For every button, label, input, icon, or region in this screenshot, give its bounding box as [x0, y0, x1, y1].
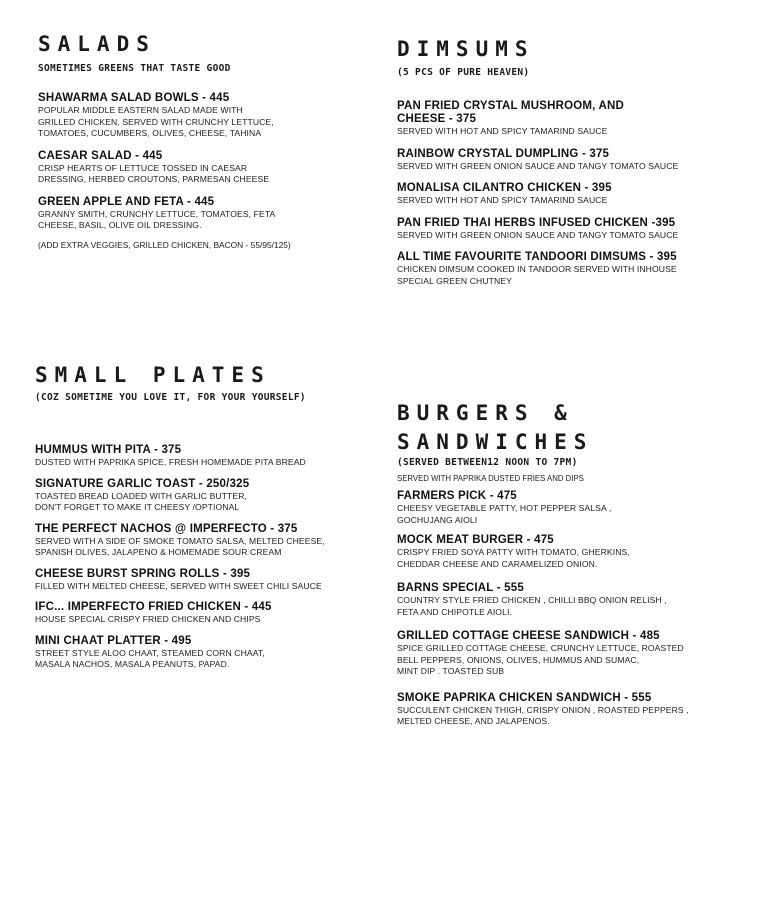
menu-item-name: SIGNATURE GARLIC TOAST - 250/325	[35, 477, 250, 490]
menu-item-name: MINI CHAAT PLATTER - 495	[35, 634, 192, 647]
menu-item	[35, 523, 380, 559]
burgers-title-line1: BURGERS &	[397, 401, 574, 425]
menu-item-name: SHAWARMA SALAD BOWLS - 445	[38, 92, 230, 104]
menu-item-description: DUSTED WITH PAPRIKA SPICE, FRESH HOMEMADE PITA BREAD	[35, 457, 306, 467]
dimsums-title: DIMSUMS	[397, 37, 535, 61]
salads-subtitle: SOMETIMES GREENS THAT TASTE GOOD	[38, 63, 231, 74]
menu-item	[397, 630, 757, 678]
menu-item	[397, 217, 752, 242]
menu-item-name: THE PERFECT NACHOS @ IMPERFECTO - 375	[35, 522, 298, 535]
menu-item	[35, 601, 380, 626]
burgers-section	[397, 400, 757, 728]
menu-item-description: CHICKEN DIMSUM COOKED IN TANDOOR SERVED WITH INHOUSE SPECIAL GREEN CHUTNEY	[397, 264, 677, 286]
menu-item-name: IFC... IMPERFECTO FRIED CHICKEN - 445	[35, 601, 272, 613]
menu-item-name: FARMERS PICK - 475	[397, 490, 517, 502]
menu-item	[397, 100, 752, 138]
menu-item-description: CHEESY VEGETABLE PATTY, HOT PEPPER SALSA , GOCHUJANG AIOLI	[397, 503, 612, 525]
menu-item	[35, 635, 380, 671]
small-plates-title: SMALL PLATES	[35, 363, 271, 387]
menu-item-name: PAN FRIED CRYSTAL MUSHROOM, AND CHEESE - 375	[397, 100, 625, 125]
menu-item	[397, 692, 757, 728]
salads-section	[38, 31, 368, 251]
menu-item	[35, 478, 380, 514]
menu-item-description: HOUSE SPECIAL CRISPY FRIED CHICKEN AND CHIPS	[35, 614, 261, 624]
menu-item	[397, 251, 752, 287]
menu-item	[35, 444, 380, 469]
menu-item	[38, 150, 368, 186]
menu-item-name: RAINBOW CRYSTAL DUMPLING - 375	[397, 147, 610, 160]
menu-item-description: SERVED WITH A SIDE OF SMOKE TOMATO SALSA, MELTED CHEESE, SPANISH OLIVES, JALAPENO & HOMEMADE SOUR CREAM	[35, 535, 325, 557]
menu-item-description: SERVED WITH GREEN ONION SAUCE AND TANGY TOMATO SAUCE	[397, 229, 679, 240]
menu-item	[397, 148, 752, 173]
menu-item-description: SERVED WITH GREEN ONION SAUCE AND TANGY TOMATO SAUCE	[397, 160, 679, 171]
menu-item-description: SERVED WITH HOT AND SPICY TAMARIND SAUCE	[397, 126, 608, 136]
menu-item-name: GREEN APPLE AND FETA - 445	[38, 195, 215, 208]
menu-item-description: STREET STYLE ALOO CHAAT, STEAMED CORN CHAAT, MASALA NACHOS, MASALA PEANUTS, PAPAD.	[35, 647, 265, 669]
menu-item	[397, 182, 752, 207]
menu-item-description: FILLED WITH MELTED CHEESE, SERVED WITH SWEET CHILI SAUCE	[35, 580, 322, 591]
menu-item	[397, 582, 757, 618]
menu-item-description: SPICE GRILLED COTTAGE CHEESE, CRUNCHY LETTUCE, ROASTED BELL PEPPERS, ONIONS, OLIVES, HUMMUS AND SUMAC, MINT DIP . TOASTED SUB	[397, 643, 684, 676]
burgers-subtitle: (SERVED BETWEEN12 NOON TO 7PM)	[397, 457, 578, 468]
menu-item-name: MONALISA CILANTRO CHICKEN - 395	[397, 182, 612, 194]
menu-item	[397, 534, 757, 570]
small-plates-subtitle: (COZ SOMETIME YOU LOVE IT, FOR YOUR YOURSELF)	[35, 392, 306, 403]
dimsums-section	[397, 36, 752, 287]
small-plates-section	[35, 362, 380, 671]
menu-item-name: SMOKE PAPRIKA CHICKEN SANDWICH - 555	[397, 691, 652, 704]
menu-item-name: CAESAR SALAD - 445	[38, 149, 163, 162]
menu-item-name: CHEESE BURST SPRING ROLLS - 395	[35, 567, 251, 580]
menu-item-description: CRISP HEARTS OF LETTUCE TOSSED IN CAESAR DRESSING, HERBED CROUTONS, PARMESAN CHEESE	[38, 162, 270, 184]
menu-item-description: COUNTRY STYLE FRIED CHICKEN , CHILLI BBQ ONION RELISH , FETA AND CHIPOTLE AIOLI.	[397, 595, 667, 617]
menu-item	[38, 196, 368, 232]
menu-item-description: CRISPY FRIED SOYA PATTY WITH TOMATO, GHERKINS, CHEDDAR CHEESE AND CARAMELIZED ONION.	[397, 547, 630, 569]
burgers-note: SERVED WITH PAPRIKA DUSTED FRIES AND DIPS	[397, 474, 584, 483]
menu-item-description: GRANNY SMITH, CRUNCHY LETTUCE, TOMATOES, FETA CHEESE, BASIL, OLIVE OIL DRESSING.	[38, 208, 276, 230]
menu-item-description: SERVED WITH HOT AND SPICY TAMARIND SAUCE	[397, 195, 608, 205]
menu-item-description: TOASTED BREAD LOADED WITH GARLIC BUTTER, DON'T FORGET TO MAKE IT CHEESY /OPTIONAL	[35, 490, 248, 512]
salads-addon-note: (ADD EXTRA VEGGIES, GRILLED CHICKEN, BACON - 55/95/125)	[38, 239, 291, 250]
menu-item	[35, 568, 380, 593]
salads-title: SALADS	[38, 32, 156, 56]
menu-item-name: MOCK MEAT BURGER - 475	[397, 534, 554, 546]
menu-item	[38, 92, 368, 140]
burgers-title-line2: SANDWICHES	[397, 430, 594, 454]
menu-item-name: PAN FRIED THAI HERBS INFUSED CHICKEN -395	[397, 216, 676, 229]
menu-item-name: BARNS SPECIAL - 555	[397, 582, 524, 594]
menu-item-name: HUMMUS WITH PITA - 375	[35, 444, 182, 456]
menu-item-name: ALL TIME FAVOURITE TANDOORI DIMSUMS - 395	[397, 251, 677, 263]
dimsums-subtitle: (5 PCS OF PURE HEAVEN)	[397, 67, 530, 78]
menu-item-name: GRILLED COTTAGE CHEESE SANDWICH - 485	[397, 630, 660, 642]
menu-item-description: SUCCULENT CHICKEN THIGH, CRISPY ONION , ROASTED PEPPERS , MELTED CHEESE, AND JALAPENOS.	[397, 704, 689, 726]
menu-item	[397, 490, 757, 526]
menu-item-description: POPULAR MIDDLE EASTERN SALAD MADE WITH GRILLED CHICKEN, SERVED WITH CRUNCHY LETTUCE, TOMATOES, CUCUMBERS, OLIVES, CHEESE, TAHINA	[38, 105, 274, 138]
